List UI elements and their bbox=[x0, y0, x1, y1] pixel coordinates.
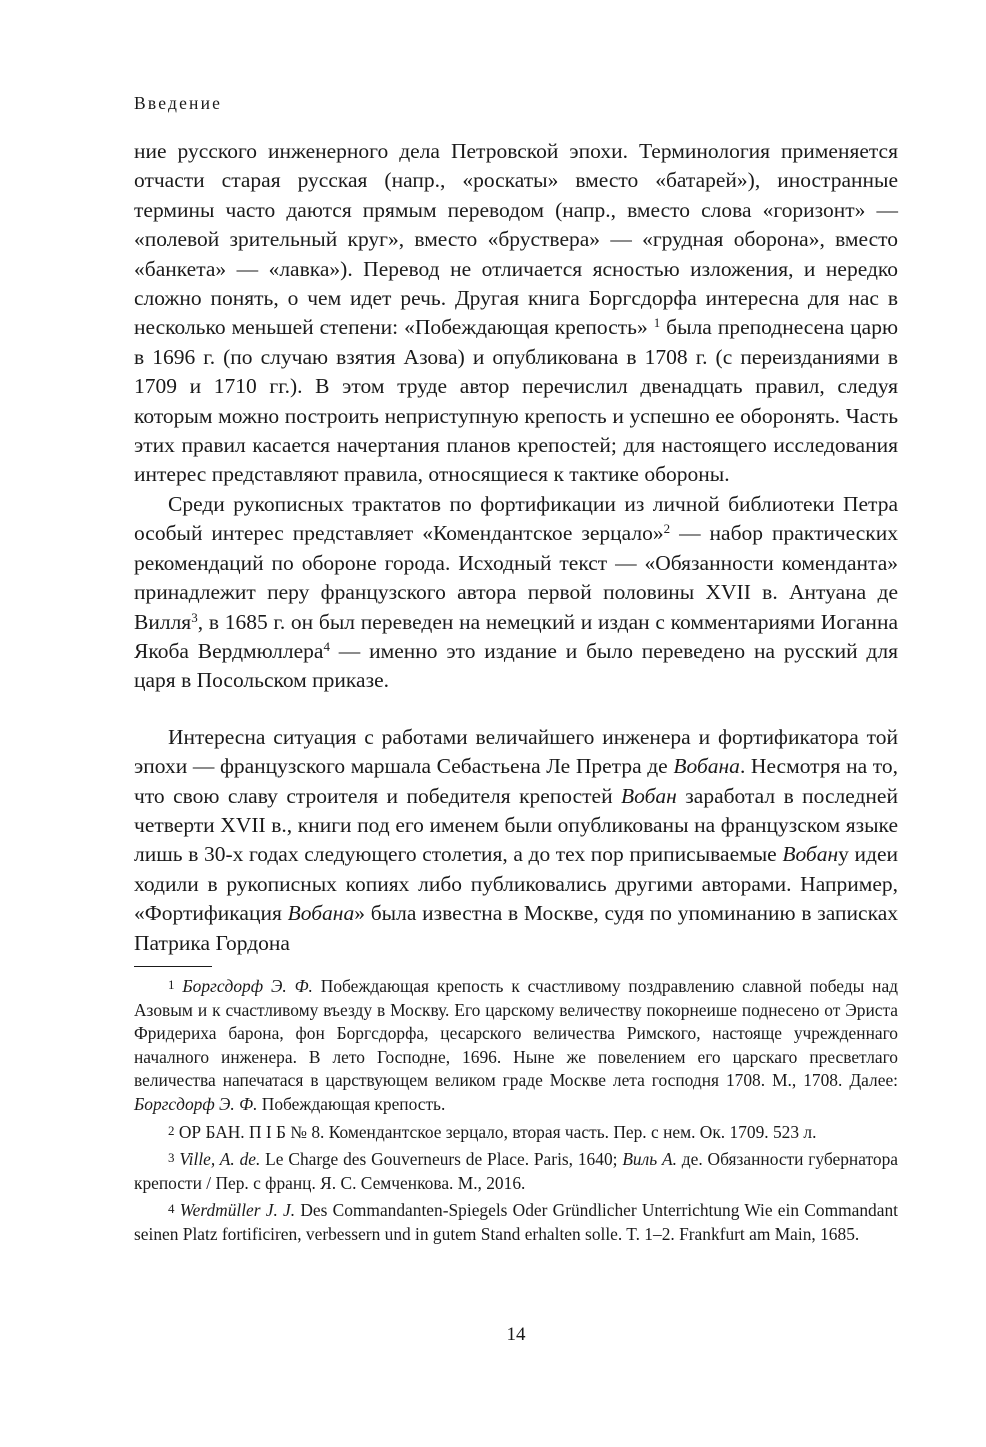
text-run: Le Charge des Gouverneurs de Place. Paris, 1640; bbox=[260, 1149, 623, 1170]
text-run: у идеи ходили в рукописных копиях либо публиковались другими авторами. Например, «Фортификация bbox=[134, 842, 898, 926]
footnote-marker: 4 bbox=[168, 1201, 175, 1217]
paragraph bbox=[134, 723, 898, 958]
footnote bbox=[134, 1197, 898, 1246]
italic-text: Виль А. bbox=[622, 1149, 677, 1170]
footnote bbox=[134, 1146, 898, 1195]
book-page bbox=[134, 0, 898, 1447]
paragraph bbox=[134, 490, 898, 696]
italic-text: Вобан bbox=[782, 842, 839, 867]
text-run: Des Commandanten-Spiegels Oder Gründlicher Unterrichtung Wie ein Commandant seinen Platz fortificiren, verbessern und in gutem Stand erhalten solle. T. 1–2. Frankfurt am Main, 1685. bbox=[134, 1200, 898, 1244]
text-run: — именно это издание и было переведено на русский для царя в Посольском приказе. bbox=[134, 638, 898, 693]
italic-text: Вобана bbox=[287, 901, 355, 926]
paragraph bbox=[134, 137, 898, 490]
main-text bbox=[134, 137, 898, 958]
text-run: Среди рукописных трактатов по фортификации из личной библиотеки Петра особый интерес представляет «Комендантское зерцало» bbox=[134, 491, 898, 546]
text-run: была преподнесена царю в 1696 г. (по случаю взятия Азова) и опубликована в 1708 г. (с переизданиями в 1709 и 1710 гг.). В этом труде автор перечислил двенадцать правил, следуя которым можно построить неприступную крепость и успешно ее оборонять. Часть этих правил касается начертания планов крепостей; для настоящего исследования интерес представляют правила, относящиеся к тактике обороны. bbox=[134, 315, 899, 487]
footnote-divider bbox=[134, 966, 212, 967]
text-run: ние русского инженерного дела Петровской эпохи. Терминология применяется отчасти старая русская (напр., «роскаты» вместо «батарей»), иностранные термины часто даются прямым переводом (напр., вместо слова «горизонт» — «полевой зрительный круг», вместо «бруствера» — «грудная оборона», вместо «банкета» — «лавка»). Перевод не отличается ясностью изложения, и нередко сложно понять, о чем идет речь. Другая книга Боргсдорфа интересна для нас в несколько меньшей степени: «Побеждающая крепость» bbox=[134, 139, 898, 340]
paragraph-gap bbox=[134, 696, 898, 723]
footnote bbox=[134, 1119, 898, 1145]
text-run: де. Обязанности губернатора крепости / Пер. с франц. Я. С. Семченкова. М., 2016. bbox=[134, 1149, 898, 1193]
footnote-reference: 4 bbox=[323, 638, 330, 654]
footnote-reference: 2 bbox=[663, 521, 671, 537]
footnotes bbox=[134, 973, 898, 1249]
italic-text: Боргсдорф Э. Ф. bbox=[134, 1093, 258, 1114]
footnote-marker: 3 bbox=[168, 1150, 175, 1166]
text-run: » была известна в Москве, судя по упоминанию в записках Патрика Гордона bbox=[134, 901, 898, 955]
text-run: — набор практических рекомендаций по обороне города. Исходный текст — «Обязанности коменданта» принадлежит перу французского автора первой половины XVII в. Антуана де Вилля bbox=[134, 521, 898, 634]
footnote-reference: 3 bbox=[191, 609, 198, 625]
text-run: . Несмотря на то, что свою славу строителя и победителя крепостей bbox=[134, 754, 898, 808]
italic-text: Вобана bbox=[673, 754, 740, 779]
footnote-reference: 1 bbox=[653, 315, 661, 331]
text-run: заработал в последней четверти XVII в., книги под его именем были опубликованы на французском языке лишь в 30-х годах следующего столетия, а до тех пор приписываемые bbox=[134, 783, 898, 867]
text-run: ОР БАН. П I Б № 8. Комендантское зерцало, вторая часть. Пер. с нем. Ок. 1709. 523 л. bbox=[178, 1121, 817, 1142]
text-run: Побеждающая крепость к счастливому поздравлению славной победы над Азовым и к счастливому въезду в Москву. Его царскому величеству покорнеише поднесено от Эриста Фридериха барона, фон Боргсдорфа, цесарского величества Римского, настояще учрежденнаго началного инженера. В лето Господне, 1696. Ныне же повелением его царскаго пресветлаго величества напечатася в царствующем великом граде Москве лета господня 1708. М., 1708. Далее: bbox=[134, 976, 899, 1091]
italic-text: Werdmüller J. J. bbox=[179, 1200, 296, 1221]
footnote-marker: 2 bbox=[168, 1122, 175, 1138]
running-head: Введение bbox=[134, 93, 223, 113]
italic-text: Ville, A. de. bbox=[179, 1149, 261, 1170]
footnote bbox=[134, 973, 898, 1117]
text-run: , в 1685 г. он был переведен на немецкий и издан с комментариями Иоганна Якоба Вердмюллера bbox=[134, 609, 898, 663]
footnote-marker: 1 bbox=[168, 977, 175, 992]
text-run: Интересна ситуация с работами величайшего инженера и фортификатора той эпохи — французского маршала Себастьена Ле Претра де bbox=[134, 724, 898, 779]
text-run: Побеждающая крепость. bbox=[257, 1093, 446, 1114]
page-number: 14 bbox=[506, 1324, 526, 1345]
italic-text: Вобан bbox=[621, 783, 677, 808]
italic-text: Боргсдорф Э. Ф. bbox=[182, 976, 313, 996]
